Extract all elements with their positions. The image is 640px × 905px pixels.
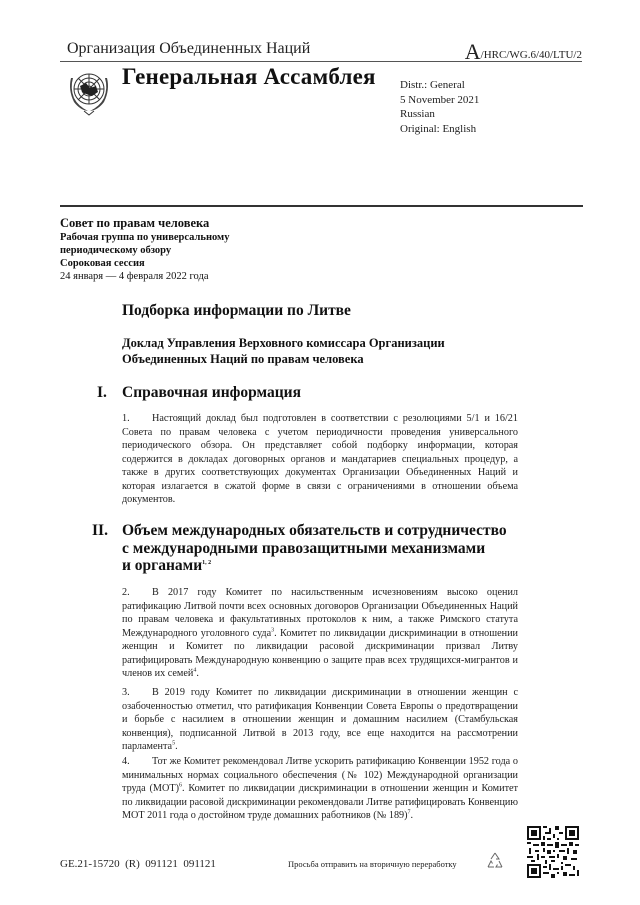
council-name: Совет по правам человека — [60, 216, 210, 230]
distribution-status: Distr.: General — [400, 79, 465, 91]
distribution-original: Original: English — [400, 122, 477, 135]
section-2-title-line-2: с международными правозащитными механизмами — [122, 539, 486, 557]
section-1-title: Справочная информация — [122, 384, 301, 401]
body-title: Генеральная Ассамблея — [122, 64, 376, 89]
report-title-line-2: Объединенных Наций по правам человека — [122, 352, 364, 366]
footnote-ref[interactable]: 1, 2 — [202, 559, 212, 566]
paragraph-text-b: . Комитет по ликвидации дискриминации в отношении женщин и Комитет по ликвидации расовой дискриминации рекомендовали Литве ратифицировать Конвенцию МОТ 2011 года о достойном труде домашних работников (№ 189) — [122, 783, 518, 821]
footnote-ref[interactable]: 4 — [193, 667, 197, 674]
organization-name: Организация Объединенных Наций — [67, 40, 311, 57]
job-code: GE.21-15720 (R) 091121 091121 — [60, 858, 216, 870]
section-2-title — [122, 522, 522, 575]
session-name: Сороковая сессия — [60, 258, 145, 269]
paragraph-number: 2. — [122, 587, 130, 598]
document-title: Подборка информации по Литве — [122, 302, 351, 319]
paragraph-number: 1. — [122, 413, 130, 424]
symbol-rest: /HRC/WG.6/40/LTU/2 — [480, 49, 582, 61]
symbol-letter: A — [464, 39, 481, 64]
working-group-line-2: периодическому обзору — [60, 245, 172, 256]
paragraph-3 — [122, 686, 518, 754]
footnote-ref[interactable]: 6 — [178, 782, 182, 789]
footnote-ref[interactable]: 5 — [172, 740, 176, 747]
report-title — [122, 335, 522, 367]
paragraph-2 — [122, 586, 518, 681]
recycle-notice: Просьба отправить на вторичную переработку — [288, 859, 457, 869]
footnote-ref[interactable]: 3 — [271, 627, 275, 634]
qr-code-icon[interactable] — [527, 826, 579, 878]
distribution-language: Russian — [400, 108, 435, 120]
council-block — [60, 216, 229, 283]
paragraph-text: Настоящий доклад был подготовлен в соответствии с резолюциями 5/1 и 16/21 Совета по правам человека с учетом периодичности проведения универсального периодического обзора. Он представляет собой подборку информации, которая содержится в докладах договорных органов и мандатариев специальных процедур, а также в других соответствующих документах Организации Объединенных Наций и которая излагается в сжатой форме в связи с ограничениями в отношении объема документов. — [122, 413, 518, 505]
paragraph-text-b: . — [175, 741, 178, 752]
section-2-title-line-1: Объем международных обязательств и сотрудничество — [122, 522, 507, 539]
paragraph-text-b: . Комитет по ликвидации дискриминации в отношении женщин и Комитет по ликвидации расовой дискриминации призвал Литву ратифицировать Международную конвенцию о защите прав всех трудящихся-мигрантов и членов их семей — [122, 627, 518, 679]
paragraph-text-a: Тот же Комитет рекомендовал Литве ускорить ратификацию Конвенции 1952 года о минимальных нормах социального обеспечения (№ 102) Международной организации труда (МОТ) — [122, 756, 518, 794]
paragraph-1 — [122, 412, 518, 507]
working-group-line-1: Рабочая группа по универсальному — [60, 232, 230, 243]
report-title-line-1: Доклад Управления Верховного комиссара Организации — [122, 336, 445, 350]
section-2-title-line-3 — [122, 557, 522, 575]
distribution-date: 5 November 2021 — [400, 93, 480, 106]
paragraph-number: 4. — [122, 756, 130, 767]
recycle-icon — [484, 850, 506, 872]
distribution-block — [400, 78, 479, 136]
paragraph-text-c: . — [196, 668, 199, 679]
paragraph-number: 3. — [122, 687, 130, 698]
section-2-title-line-3-text: и органами — [122, 557, 203, 574]
paragraph-text-a: В 2019 году Комитет по ликвидации дискриминации в отношении женщин с озабоченностью отметил, что ратификация Конвенции Совета Европы о предотвращении и борьбе с насилием в отношении женщин и домашним насилием (Стамбульская конвенция), подписанной Литвой в 2013 году, все еще находится на рассмотрении парламента — [122, 687, 518, 752]
un-emblem-icon — [66, 66, 112, 116]
section-2-number: II. — [92, 522, 108, 539]
section-rule — [60, 205, 583, 207]
paragraph-text-a: В 2017 году Комитет по насильственным исчезновениям высоко оценил ратификацию Литвой почти всех основных договоров Организации Объединенных Наций по правам человека и факультативных протоколов к ним, а также Римского статута Международного уголовного суда — [122, 587, 518, 639]
section-1-number: I. — [97, 384, 107, 401]
header-rule — [60, 61, 582, 62]
footnote-ref[interactable]: 7 — [407, 809, 411, 816]
paragraph-text-c: . — [410, 810, 414, 821]
paragraph-4 — [122, 755, 518, 823]
session-dates: 24 января — 4 февраля 2022 года — [60, 271, 209, 282]
